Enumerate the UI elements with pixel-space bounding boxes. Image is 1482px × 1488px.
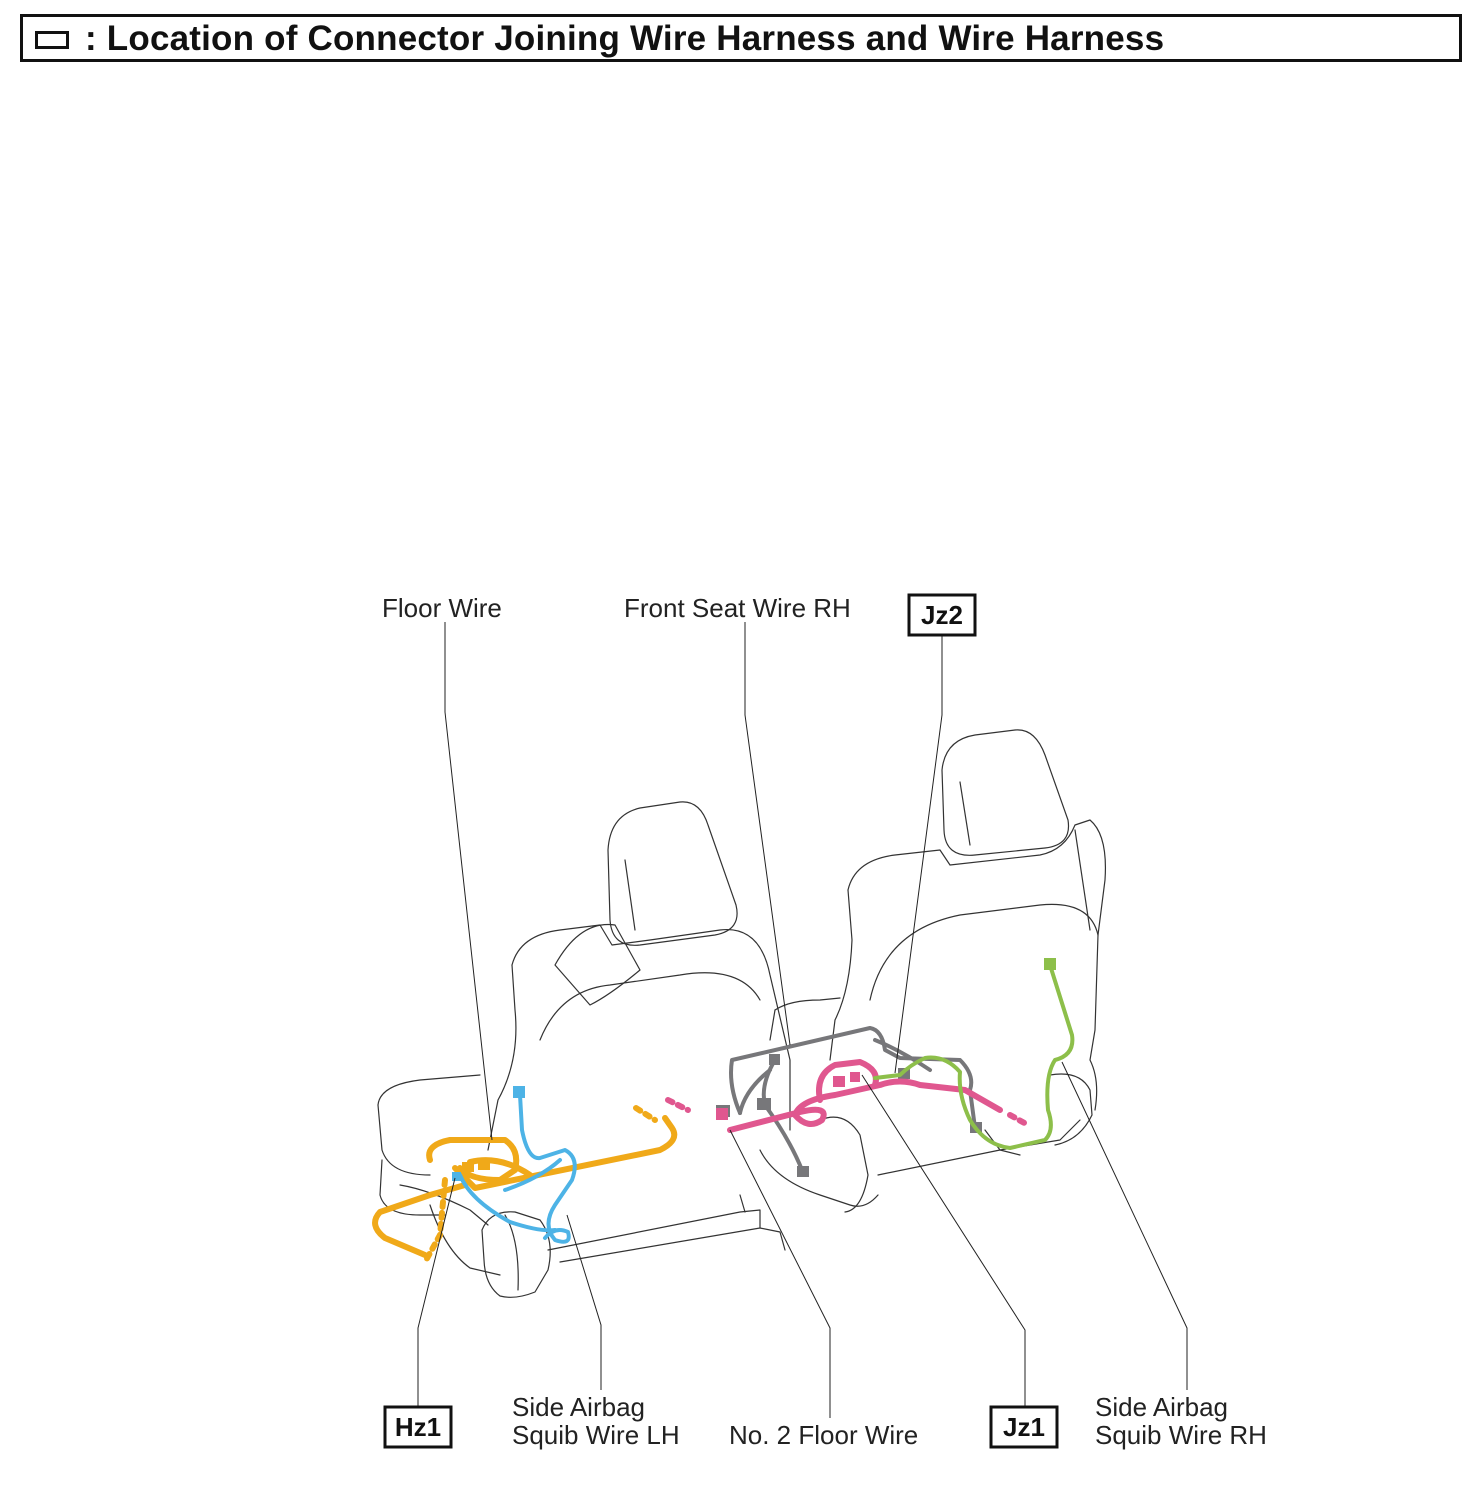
connector-tag-hz1 xyxy=(385,1407,451,1447)
label-no2-floor-wire: No. 2 Floor Wire xyxy=(729,1420,919,1450)
connector-code-jz2: Jz2 xyxy=(921,600,963,630)
leader-front-seat-wire-rh xyxy=(745,622,790,1045)
label-floor-wire: Floor Wire xyxy=(382,593,502,623)
leader-lines xyxy=(418,622,1187,1418)
leader-side-airbag-rh xyxy=(1062,1062,1187,1390)
label-side-airbag-rh-line2: Squib Wire RH xyxy=(1095,1420,1267,1450)
connector-code-hz1: Hz1 xyxy=(394,1412,442,1442)
label-side-airbag-lh-line1: Side Airbag xyxy=(512,1392,645,1422)
leader-floor-wire xyxy=(445,622,492,1140)
leader-hz1 xyxy=(418,1178,455,1408)
floor-wire-harness xyxy=(375,1108,674,1262)
front-seat-wire-rh-harness xyxy=(716,1028,982,1177)
connector-tag-jz2 xyxy=(909,595,975,635)
label-side-airbag-lh-line2: Squib Wire LH xyxy=(512,1420,680,1450)
label-front-seat-wire-rh: Front Seat Wire RH xyxy=(624,593,851,623)
page-title: : Location of Connector Joining Wire Harness and Wire Harness xyxy=(85,19,1165,58)
leader-no2-floor-wire xyxy=(730,1130,830,1418)
connector-code-jz1: Jz1 xyxy=(1003,1412,1045,1442)
label-side-airbag-rh-line1: Side Airbag xyxy=(1095,1392,1228,1422)
leader-side-airbag-lh xyxy=(567,1215,601,1390)
connector-tag-jz1 xyxy=(991,1407,1057,1447)
leader-jz1 xyxy=(862,1075,1025,1408)
